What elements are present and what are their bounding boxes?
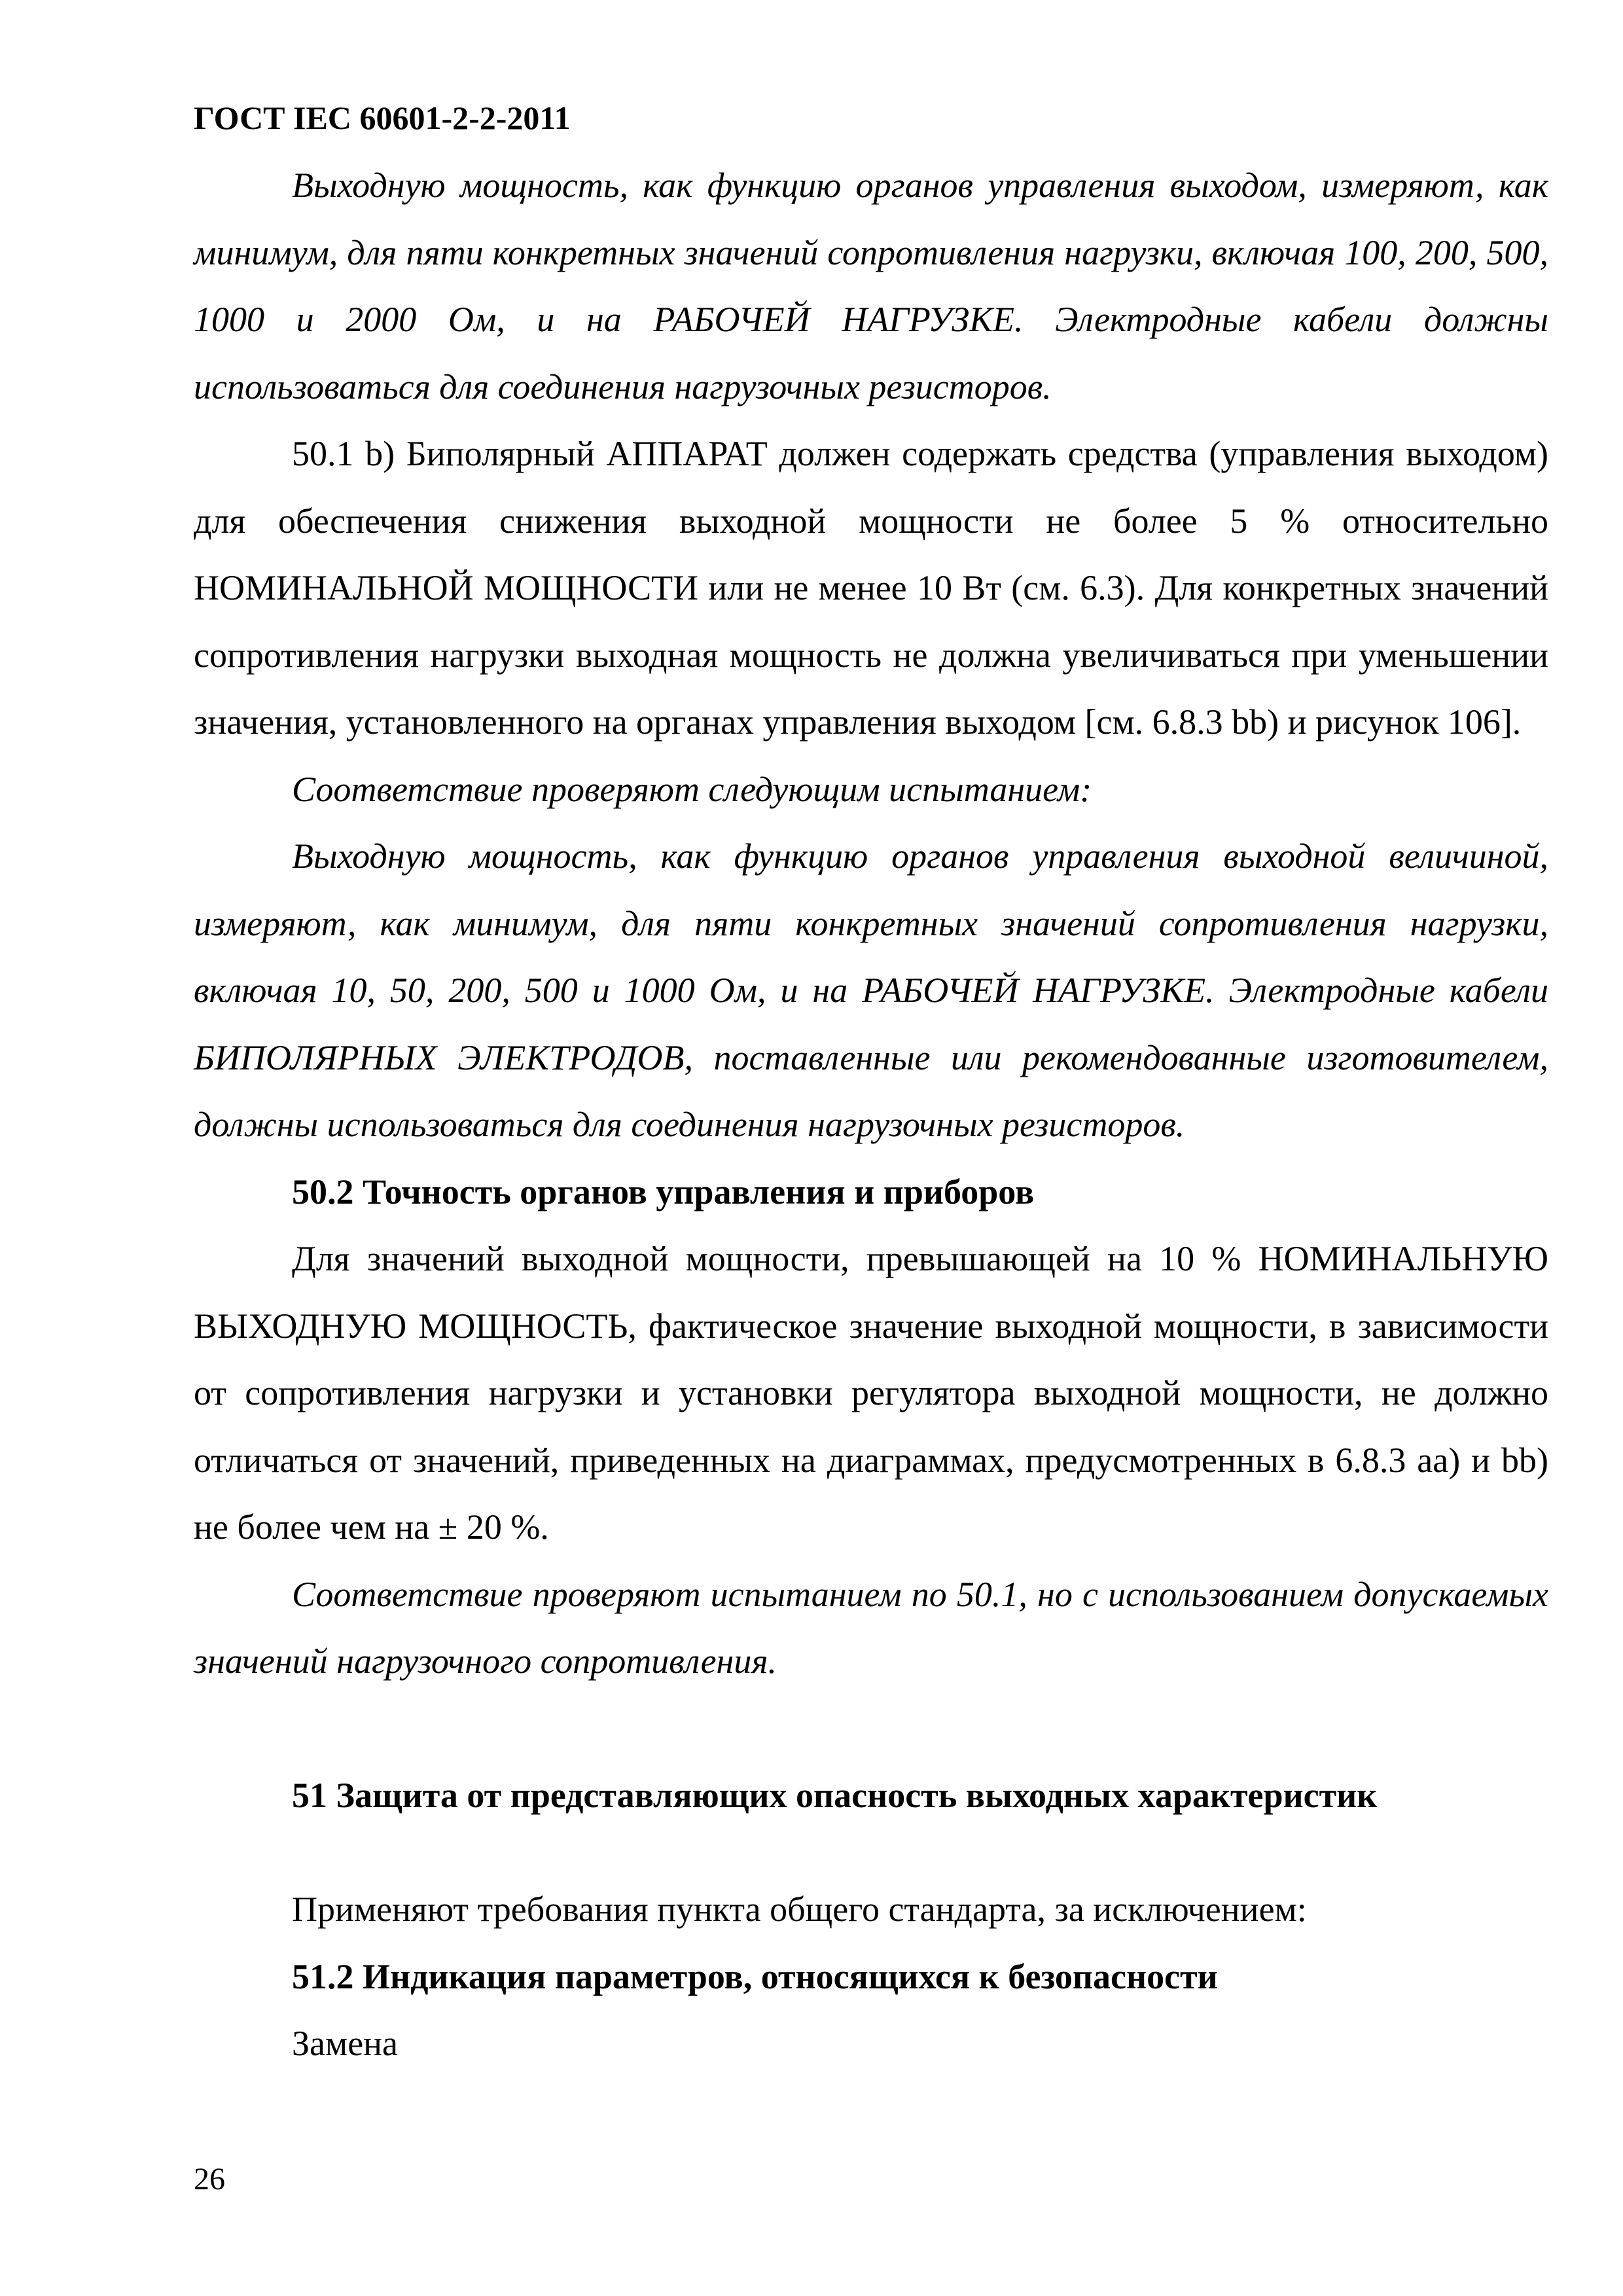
standard-header: ГОСТ IEC 60601-2-2-2011 — [194, 99, 571, 136]
section-51-2-heading: 51.2 Индикация параметров, относящихся к безопасности — [292, 1956, 1218, 1996]
document-body — [194, 152, 1548, 2077]
general-standard-requirements: Применяют требования пункта общего стандарта, за исключением: — [292, 1890, 1307, 1929]
accuracy-requirement-paragraph: Для значений выходной мощности, превышающей на 10 % НОМИНАЛЬНУЮ ВЫХОДНУЮ МОЩНОСТЬ, фактическое значение выходной мощности, в зависимости от сопротивления нагрузки и установки регулятора выходной мощности, не должно отличаться от значений, приведенных на диаграммах, предусмотренных в 6.8.3 аа) и bb) не более чем на ± 20 %. — [194, 1239, 1548, 1547]
section-50-2-heading: 50.2 Точность органов управления и приборов — [292, 1172, 1035, 1211]
bipolar-measurement-paragraph: Выходную мощность, как функцию органов управления выходной величиной, измеряют, как минимум, для пяти конкретных значений сопротивления нагрузки, включая 10, 50, 200, 500 и 1000 Ом, и на РАБОЧЕЙ НАГРУЗКЕ. Электродные кабели БИПОЛЯРНЫХ ЭЛЕКТРОДОВ, поставленные или рекомендованные изготовителем, должны использоваться для соединения нагрузочных резисторов. — [194, 836, 1548, 1144]
compliance-accuracy-paragraph: Соответствие проверяют испытанием по 50.1, но с использованием допускаемых значений нагрузочного сопротивления. — [194, 1574, 1548, 1681]
page-number: 26 — [194, 2162, 225, 2197]
compliance-test-intro: Соответствие проверяют следующим испытанием: — [292, 769, 1092, 809]
replacement-label: Замена — [292, 2024, 399, 2063]
measurement-procedure-paragraph: Выходную мощность, как функцию органов управления выходом, измеряют, как минимум, для пяти конкретных значений сопротивления нагрузки, включая 100, 200, 500, 1000 и 2000 Ом, и на РАБОЧЕЙ НАГРУЗКЕ. Электродные кабели должны использоваться для соединения нагрузочных резисторов. — [194, 166, 1548, 406]
section-51-heading: 51 Защита от представляющих опасность выходных характеристик — [292, 1775, 1378, 1815]
clause-50-1-b-paragraph: 50.1 b) Биполярный АППАРАТ должен содержать средства (управления выходом) для обеспечения снижения выходной мощности не более 5 % относительно НОМИНАЛЬНОЙ МОЩНОСТИ или не менее 10 Вт (см. 6.3). Для конкретных значений сопротивления нагрузки выходная мощность не должна увеличиваться при уменьшении значения, установленного на органах управления выходом [см. 6.8.3 bb) и рисунок 106]. — [194, 434, 1548, 742]
